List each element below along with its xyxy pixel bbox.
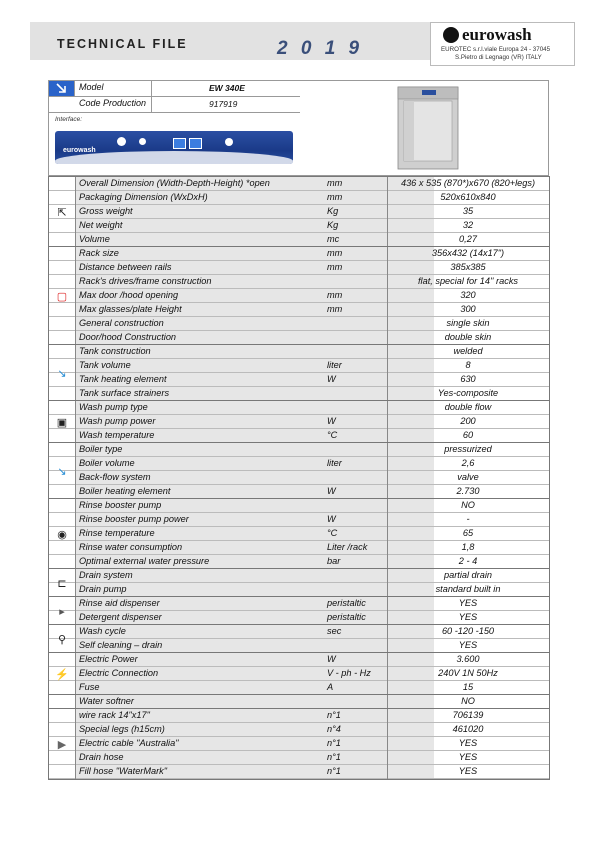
dimensions-icon: ⇱ — [57, 206, 67, 219]
code-value: 917919 — [209, 99, 238, 109]
table-row — [49, 429, 549, 443]
control-panel-image — [55, 131, 293, 164]
spec-value: NO — [461, 696, 475, 706]
table-row — [49, 723, 549, 737]
group-separator — [49, 498, 549, 499]
spec-unit: °C — [327, 430, 338, 440]
spec-value: YES — [458, 752, 478, 762]
spec-name: Electric Connection — [79, 668, 159, 678]
group-separator — [49, 442, 549, 443]
table-row — [49, 289, 549, 303]
spec-value: 32 — [462, 220, 474, 230]
group-separator — [49, 694, 549, 695]
table-row — [49, 569, 549, 583]
spec-name: Rinse booster pump power — [79, 514, 189, 524]
spec-name: Max door /hood opening — [79, 290, 179, 300]
electric-icon: ⚡ — [55, 668, 69, 681]
spec-unit: mm — [327, 290, 343, 300]
code-label: Code Production — [79, 98, 147, 108]
spec-unit: mm — [327, 262, 343, 272]
spec-value: 300 — [460, 304, 476, 314]
model-info-block — [48, 80, 302, 176]
spec-value: double flow — [444, 402, 492, 412]
spec-name: Water softner — [79, 696, 134, 706]
spec-name: Electric cable "Australia" — [79, 738, 179, 748]
spec-unit: mm — [327, 192, 343, 202]
spec-unit: W — [327, 486, 336, 496]
spec-unit: W — [327, 374, 336, 384]
spec-value: valve — [457, 472, 479, 482]
table-row — [49, 513, 549, 527]
spec-value: - — [466, 514, 470, 524]
column-divider — [387, 177, 388, 779]
spec-name: Boiler type — [79, 444, 123, 454]
spec-value: 2 - 4 — [458, 556, 478, 566]
display-t-icon — [189, 138, 202, 149]
table-row — [49, 597, 549, 611]
table-row — [49, 401, 549, 415]
spec-value: 200 — [460, 416, 476, 426]
spec-value: NO — [461, 500, 475, 510]
table-row — [49, 541, 549, 555]
spec-value: double skin — [444, 332, 492, 342]
table-row — [49, 555, 549, 569]
spec-unit: W — [327, 416, 336, 426]
table-row — [49, 667, 549, 681]
row-shade — [75, 583, 434, 596]
spec-unit: A — [327, 682, 334, 692]
spec-unit: bar — [327, 556, 341, 566]
group-separator — [49, 624, 549, 625]
spec-name: Distance between rails — [79, 262, 172, 272]
spec-value: 8 — [465, 360, 471, 370]
spec-name: Packaging Dimension (WxDxH) — [79, 192, 208, 202]
model-row — [49, 81, 301, 97]
spec-unit: mc — [327, 234, 340, 244]
spec-value: YES — [458, 766, 478, 776]
column-divider — [75, 177, 76, 779]
spec-value: welded — [453, 346, 483, 356]
spec-name: Special legs (h15cm) — [79, 724, 165, 734]
table-row — [49, 303, 549, 317]
accessories-icon: ▶ — [57, 738, 67, 751]
group-separator — [49, 568, 549, 569]
spec-name: Rinse water consumption — [79, 542, 183, 552]
spec-value: 320 — [460, 290, 476, 300]
spec-name: Boiler heating element — [79, 486, 171, 496]
spec-name: Overall Dimension (Width-Depth-Height) *open — [79, 178, 270, 188]
model-value: EW 340E — [209, 83, 245, 93]
display-a-icon — [173, 138, 186, 149]
spec-unit: Kg — [327, 206, 339, 216]
group-separator — [49, 344, 549, 345]
spec-value: 706139 — [452, 710, 484, 720]
spec-value: 60 — [462, 430, 474, 440]
spec-name: Optimal external water pressure — [79, 556, 210, 566]
spec-name: Fuse — [79, 682, 100, 692]
table-row — [49, 751, 549, 765]
spec-name: Rinse aid dispenser — [79, 598, 160, 608]
spec-value: 356x432 (14x17") — [431, 248, 505, 258]
spec-name: Wash cycle — [79, 626, 126, 636]
cycle-icon: ⚲ — [57, 633, 67, 646]
table-row — [49, 345, 549, 359]
table-row — [49, 387, 549, 401]
boiler-icon: ↘ — [57, 465, 67, 478]
year-label: 2 0 1 9 — [277, 38, 364, 59]
start-button-icon — [225, 138, 233, 146]
info-divider — [151, 81, 152, 112]
spec-value: 15 — [462, 682, 474, 692]
company-logo — [430, 22, 575, 66]
spec-value: 436 x 535 (870*)x670 (820+legs) — [400, 178, 536, 188]
spec-unit: sec — [327, 626, 342, 636]
table-row — [49, 653, 549, 667]
spec-unit: n°1 — [327, 752, 341, 762]
table-row — [49, 233, 549, 247]
spec-value: YES — [458, 640, 478, 650]
spec-unit: °C — [327, 528, 338, 538]
table-row — [49, 527, 549, 541]
table-row — [49, 471, 549, 485]
group-separator — [49, 400, 549, 401]
table-row — [49, 695, 549, 709]
dispenser-icon: ▸ — [59, 605, 65, 618]
spec-value: 240V 1N 50Hz — [438, 668, 498, 678]
table-row — [49, 583, 549, 597]
group-separator — [49, 596, 549, 597]
spec-value: pressurized — [444, 444, 492, 454]
spec-value: 35 — [462, 206, 474, 216]
table-row — [49, 639, 549, 653]
wash-pump-icon: ▣ — [56, 416, 68, 429]
spec-name: Detergent dispenser — [79, 612, 162, 622]
spec-value: 630 — [460, 374, 476, 384]
dishwasher-icon — [300, 81, 548, 175]
table-row — [49, 317, 549, 331]
spec-value: single skin — [446, 318, 490, 328]
spec-value: 2,6 — [461, 458, 475, 468]
spec-unit: peristaltic — [327, 598, 366, 608]
spec-name: Tank surface strainers — [79, 388, 170, 398]
spec-value: 385x385 — [450, 262, 486, 272]
table-row — [49, 485, 549, 499]
row-shade — [75, 443, 434, 456]
table-row — [49, 443, 549, 457]
group-separator — [49, 652, 549, 653]
spec-unit: mm — [327, 178, 343, 188]
table-row — [49, 457, 549, 471]
logo-word: eurowash — [462, 25, 532, 44]
spec-name: Rinse booster pump — [79, 500, 162, 510]
table-row — [49, 681, 549, 695]
spec-unit: W — [327, 514, 336, 524]
code-row — [49, 97, 301, 113]
spec-value: 65 — [462, 528, 474, 538]
tank-icon: ↘ — [57, 367, 67, 380]
spec-unit: liter — [327, 458, 342, 468]
spec-name: Wash temperature — [79, 430, 155, 440]
logo-address-line2: S.Pietro di Legnago (VR) ITALY — [455, 54, 542, 61]
spec-value: YES — [458, 738, 478, 748]
logo-mark-icon — [443, 27, 459, 43]
spec-name: Rack's drives/frame construction — [79, 276, 212, 286]
table-row — [49, 205, 549, 219]
table-row — [49, 275, 549, 289]
spec-name: Back-flow system — [79, 472, 151, 482]
spec-unit: liter — [327, 360, 342, 370]
table-row — [49, 219, 549, 233]
spec-name: Drain system — [79, 570, 133, 580]
interface-label: Interface: — [55, 116, 83, 123]
model-label: Model — [79, 82, 104, 92]
spec-unit: n°1 — [327, 766, 341, 776]
spec-value: 1,8 — [461, 542, 475, 552]
spec-table — [48, 176, 550, 780]
table-row — [49, 261, 549, 275]
spec-value: 60 -120 -150 — [441, 626, 495, 636]
spec-name: Wash pump power — [79, 416, 156, 426]
spec-name: Self cleaning – drain — [79, 640, 163, 650]
spec-value: 461020 — [452, 724, 484, 734]
softener-icon — [49, 695, 75, 709]
table-row — [49, 247, 549, 261]
spec-unit: mm — [327, 304, 343, 314]
table-row — [49, 765, 549, 779]
spec-unit: n°1 — [327, 710, 341, 720]
spec-name: Max glasses/plate Height — [79, 304, 182, 314]
spec-name: Rack size — [79, 248, 119, 258]
spec-unit: mm — [327, 248, 343, 258]
table-row — [49, 359, 549, 373]
spec-name: Drain pump — [79, 584, 127, 594]
table-row — [49, 331, 549, 345]
page-title: TECHNICAL FILE — [57, 37, 188, 51]
spec-unit: Kg — [327, 220, 339, 230]
spec-name: Wash pump type — [79, 402, 148, 412]
spec-value: standard built in — [435, 584, 501, 594]
spec-value: 3.600 — [456, 654, 480, 664]
cycle-button-icon — [139, 138, 146, 145]
panel-logo: eurowash — [63, 147, 96, 154]
spec-value: partial drain — [443, 570, 492, 580]
spec-value: YES — [458, 598, 478, 608]
spec-name: Volume — [79, 234, 110, 244]
table-row — [49, 499, 549, 513]
spec-name: Electric Power — [79, 654, 138, 664]
spec-unit: V - ph - Hz — [327, 668, 371, 678]
rack-icon: ▢ — [56, 290, 68, 303]
spec-name: Drain hose — [79, 752, 124, 762]
spec-unit: peristaltic — [327, 612, 366, 622]
group-separator — [49, 246, 549, 247]
logo-address-line1: EUROTEC s.r.l.viale Europa 24 - 37045 — [441, 46, 551, 53]
spec-name: Gross weight — [79, 206, 133, 216]
spec-name: Rinse temperature — [79, 528, 155, 538]
spec-name: Fill hose "WaterMark" — [79, 766, 168, 776]
spec-name: General construction — [79, 318, 164, 328]
drain-icon: ⊏ — [57, 577, 67, 590]
spec-value: YES — [458, 612, 478, 622]
spec-value: 0,27 — [459, 234, 477, 244]
table-row — [49, 709, 549, 723]
table-row — [49, 415, 549, 429]
table-row — [49, 373, 549, 387]
table-row — [49, 737, 549, 751]
model-arrow-icon — [49, 81, 75, 96]
spec-unit: n°4 — [327, 724, 341, 734]
spec-unit: Liter /rack — [327, 542, 368, 552]
rinse-icon: ◉ — [57, 528, 67, 541]
power-button-icon — [117, 137, 126, 146]
table-row — [49, 177, 549, 191]
spec-unit: n°1 — [327, 738, 341, 748]
spec-name: Tank construction — [79, 346, 151, 356]
table-row — [49, 611, 549, 625]
spec-value: 520x610x840 — [440, 192, 496, 202]
product-photo — [300, 80, 549, 176]
spec-value: 2.730 — [456, 486, 480, 496]
spec-name: Tank heating element — [79, 374, 167, 384]
table-row — [49, 625, 549, 639]
spec-unit: W — [327, 654, 336, 664]
spec-value: flat, special for 14'' racks — [417, 276, 519, 286]
spec-name: Net weight — [79, 220, 123, 230]
group-separator — [49, 708, 549, 709]
spec-name: wire rack 14"x17" — [79, 710, 150, 720]
table-row — [49, 191, 549, 205]
spec-name: Tank volume — [79, 360, 131, 370]
spec-value: Yes-composite — [437, 388, 499, 398]
spec-name: Boiler volume — [79, 458, 135, 468]
spec-name: Door/hood Construction — [79, 332, 177, 342]
